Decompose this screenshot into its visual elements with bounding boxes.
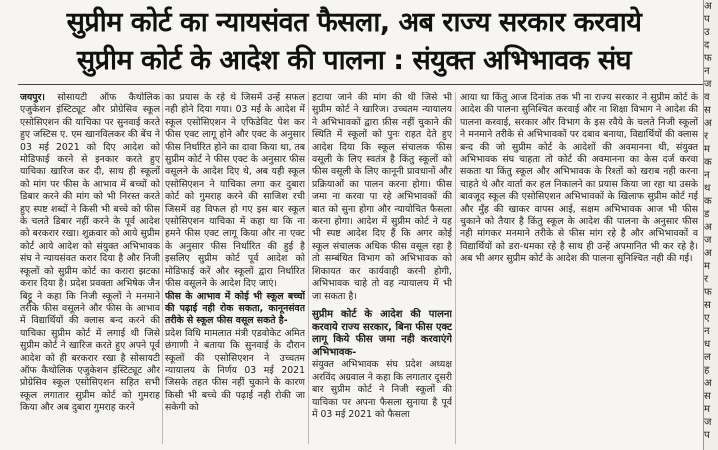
fragment-char: ल <box>704 352 711 363</box>
fragment-char: स <box>704 391 711 402</box>
fragment-char: अ <box>704 378 712 389</box>
subheading-fee: फीस के आभाव में कोई भी स्कूल बच्चों की पढ़ाई नही रोक सकता, कानूनसंवत तरीके से स्कूल फीस वसूल सकते है- <box>165 290 305 327</box>
article-column-3 <box>312 92 452 448</box>
subheading-state-govt: सुप्रीम कोर्ट के आदेश की पालना करवाये राज्य सरकार, बिना फीस एक्ट लागू किये फीस जमा नही करवाएंगे अभिभावक- <box>312 308 452 358</box>
fragment-char: अ <box>704 118 712 129</box>
fragment-char: उ <box>704 27 710 38</box>
column-2-text: का प्रयास के रहे थे जिसमें उन्हें सफल नही होने दिया गया। 03 मई के आदेश में स्कूल एसोसिएशन ने एफिडेविट पेश कर फीस एक्ट लागू होने और एक्ट के अनुसार फीस निर्धारित होने का दावा किया था, तब सुप्रीम कोर्ट ने फीस एक्ट के अनुसार फीस वसूलने के आदेश दिए थे, अब यही स्कूल एसोसिएशन ने याचिका लगा कर दुबारा कोर्ट को गुमराह करने की साजिश रची जिसमें वह विफल हो गए इस बार स्कूल एसोसिएशन याचिका में कहा था कि ना हमने फीस एक्ट लागू किया और ना एक्ट के अनुसार फीस निर्धारित की हुई है इसलिए सुप्रीम कोर्ट पूर्व आदेश को मोडिफाई करें और स्कूलों द्वारा निर्धारित फीस वसूलने के आदेश दिए जाएं। <box>165 92 305 290</box>
fragment-char: क <box>704 196 712 207</box>
fragment-char: न <box>704 66 710 77</box>
adjacent-article-fragment <box>703 0 718 450</box>
fragment-char: म <box>704 144 710 155</box>
fragment-char: फ <box>704 53 712 64</box>
fragment-char: स <box>704 105 711 116</box>
column-1-text: सोसायटी ऑफ कैथोलिक एजुकेशन इंस्टिट्यूट और प्रोग्रेसिव स्कूल एसोसिएशन की याचिका पर सुनवाई करते हुए जस्टिस ए. एम खानविलकर की बेंच ने 03 मई 2021 को दिए आदेश को मोडिफाई करने से इनकार करते हुए याचिका खारिज कर दी, साथ ही स्कूलों को मांग पर फीस के आभाव में बच्चों को डिबार करने की मांग को भी निरस्त करते हुए स्पष्ट शब्दों ने किसी भी बच्चे को फीस के चलते डिबार नहीं करने के पूर्व आदेश को बरकरार रखा। शुक्रवार को आये सुप्रीम कोर्ट आये आदेश को संयुक्त अभिभावक संघ ने न्यायसंवत करार दिया है और निजी स्कूलों को सुप्रीम कोर्ट का करारा झटका करार दिया है। प्रदेश प्रवक्ता अभिषेक जैन बिट्टू ने कहा कि निजी स्कूलों ने मनमाने तरीके फीस वसूलने और फीस के आभाव में विद्यार्थियों की क्लास बन्द करने की याचिका सुप्रीम कोर्ट में लगाई थी जिसे सुप्रीम कोर्ट ने खारिज करते हुए अपने पूर्व आदेश को ही बरकरार रखा है सोसायटी ऑफ कैथोलिक एजुकेशन इंस्टिट्यूट और प्रोग्रेसिव स्कूल एसोसिएशन सहित सभी स्कूल लगातार सुप्रीम कोर्ट को गुमराह किया और अब दुबारा गुमराह करने <box>20 92 160 414</box>
fragment-char: स <box>704 300 711 311</box>
fragment-char: ज <box>704 417 712 428</box>
fragment-char: म <box>704 261 710 272</box>
fragment-char: व <box>704 92 710 103</box>
column-2-text-continued: प्रदेश विधि मामलात मंत्री एडवोकेट अमित छंगाणी ने बताया कि सुनवाई के दौरान स्कूलों की एसोसिएशन ने उच्चतम न्यायालय के निर्णय 03 मई 2021 जिसके तहत फीस नहीं चुकाने के कारण किसी भी बच्चे की पढ़ाई नही रोकी जा सकेगी को <box>165 327 305 414</box>
article-column-2 <box>165 92 305 448</box>
headline-line-2: सुप्रीम कोर्ट के आदेश की पालना : संयुक्त अभिभावक संघ <box>76 45 632 76</box>
fragment-char: द <box>704 40 710 51</box>
fragment-char: थ <box>704 183 711 194</box>
fragment-char: अ <box>704 222 712 233</box>
column-3-text-continued: संयुक्त अभिभावक संघ प्रदेश अध्यक्ष अरविंद अग्रवाल ने कहा कि लगातार दूसरी बार सुप्रीम कोर्ट ने निजी स्कूलों की याचिका पर अपना फैसला सुनाया है पूर्व में 03 मई 2021 को फैसला <box>312 359 452 420</box>
column-divider <box>162 92 163 444</box>
fragment-char: प <box>704 14 710 25</box>
headline-rule <box>18 84 708 85</box>
fragment-char: ड <box>704 209 710 220</box>
fragment-char: र <box>704 274 709 285</box>
fragment-char: क <box>704 157 712 168</box>
article-column-4 <box>460 92 698 448</box>
fragment-char: ध <box>704 339 711 350</box>
article-column-1 <box>20 92 160 448</box>
column-divider <box>455 92 456 444</box>
fragment-char: ए <box>704 313 710 324</box>
fragment-char: अ <box>704 1 712 12</box>
column-3-text: हटाया जाने की मांग की थी जिसे भी सुप्रीम कोर्ट ने खारिज। उच्चतम न्यायालय ने अभिभावकों द्वारा फ़ीस नहीं चुकाने की स्थिति में स्कूलों को पुनः राहत देते हुए आदेश दिया कि स्कूल संचालक फीस वसूली के लिए स्वतंत्र है किंतु स्कूलों को फीस वसूली के लिए कानूनी प्रावधानों और प्रक्रियाओं का पालन करना होगा। फीस जमा ना करवा पा रहे अभिभावकों की बात को सुना होगा और न्यायोचित फैसला करना होगा। आदेश में सुप्रीम कोर्ट ने यह भी स्पष्ट आदेश दिए हैं कि अगर कोई स्कूल संचालक अधिक फीस वसूल रहा है तो सम्बंधित विभाग को अभिभावक को शिकायत कर कार्यवाही करनी होगी, अभिभावक चाहे तो वह न्यायालय में भी जा सकता है। <box>312 92 452 302</box>
fragment-char: ज <box>704 235 712 246</box>
fragment-char: फ <box>704 287 712 298</box>
fragment-char: प <box>704 430 710 441</box>
fragment-char: अ <box>704 248 712 259</box>
fragment-char: न <box>704 326 710 337</box>
headline-line-1: सुप्रीम कोर्ट का न्यायसंवत फैसला, अब राज्य सरकार करवाये <box>66 7 642 38</box>
column-divider <box>308 92 309 444</box>
column-4-text: आया था किंतु आज दिनांक तक भी ना राज्य सरकार ने सुप्रीम कोर्ट के आदेश की पालना सुनिश्चित करवाई और ना शिक्षा विभाग ने आदेश की पालना करवाई, सरकार और विभाग के इस रवैये के चलते निजी स्कूलों ने मनमाने तरीके से अभिभावकों पर दबाव बनाया, विद्यार्थियों की क्लास बन्द की जो सुप्रीम कोर्ट के आदेशों की अवमानना थी, संयुक्त अभिभावक संघ चाहता तो कोर्ट की अवमानना का केस दर्ज करवा सकता था किंतु स्कूल और अभिभावक के रिश्तों को खराब नही करना चाहते थे और वार्ता कर हल निकालने का प्रयास किया जा रहा था उसके बावजूद स्कूल की एसोसिएशन अभिभावकों के खिलाफ सुप्रीम कोर्ट गई और मुँह की खाकर वापस आई, सक्षम अभिभावक आज भी फीस चुकाने को तैयार है किंतु स्कूल के आदेश की पालना के अनुसार फीस नही मांगकर मनमाने तरीके से फीस मांग रहे है और अभिभावकों व विद्यार्थियों को डरा-धमका रहे है साथ ही उन्हें अपमानित भी कर रहे है। अब भी अगर सुप्रीम कोर्ट के आदेश की पालना सुनिश्चित नही की गई। <box>460 92 698 265</box>
fragment-char: र <box>704 131 709 142</box>
fragment-char: ह <box>704 365 710 376</box>
dateline: जयपुर। <box>20 92 45 103</box>
fragment-char: न <box>704 170 710 181</box>
fragment-char: ज <box>704 79 712 90</box>
fragment-char: म <box>704 404 710 415</box>
